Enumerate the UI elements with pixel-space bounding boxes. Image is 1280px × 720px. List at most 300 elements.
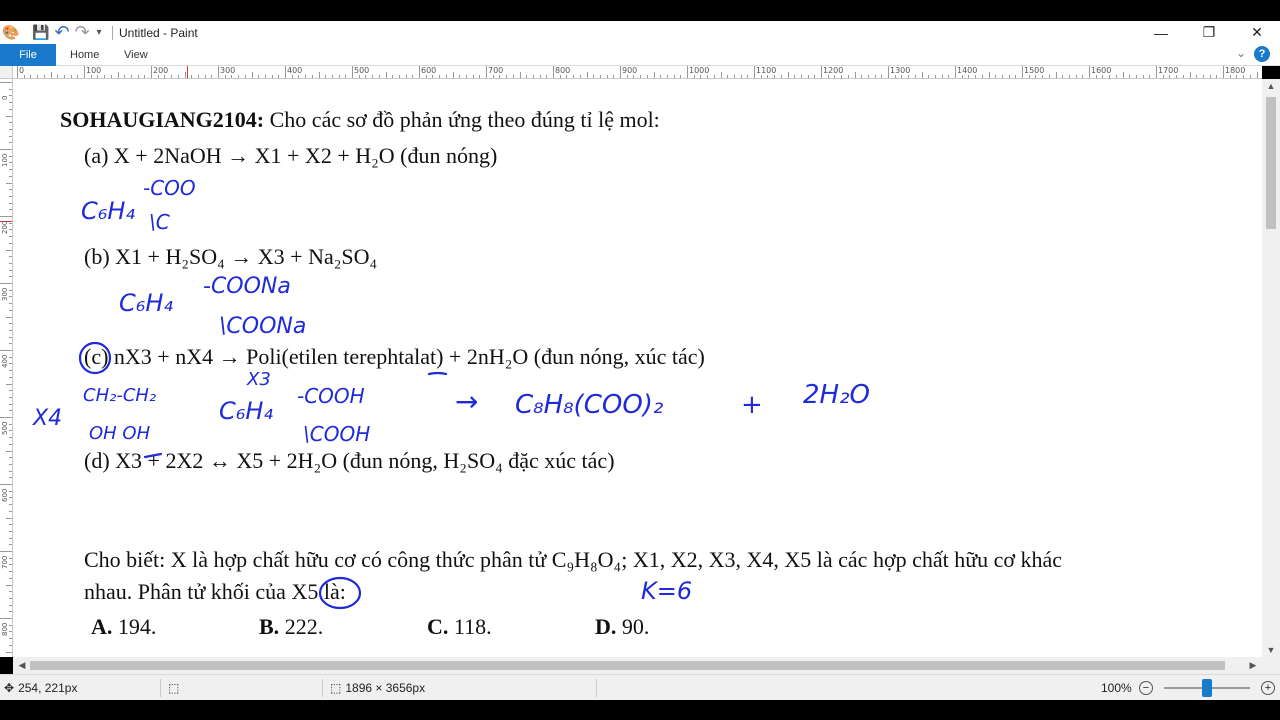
ink-a-group2: \C [149, 210, 170, 234]
ruler-major-tick [620, 66, 621, 78]
scroll-right-icon[interactable]: ▶ [1249, 660, 1257, 670]
ruler-label: 900 [622, 66, 638, 75]
option-letter: B. [259, 614, 280, 639]
ruler-minor-tick [272, 75, 273, 78]
reaction-a: (a) X + 2NaOH → X1 + X2 + H₂O (đun nóng) [84, 143, 498, 168]
ruler-minor-tick [6, 317, 12, 318]
ruler-label: 800 [1, 622, 9, 636]
ruler-minor-tick [9, 625, 12, 626]
ruler-minor-tick [412, 75, 413, 78]
ruler-minor-tick [9, 276, 12, 277]
redo-icon[interactable]: ↷ [74, 22, 90, 42]
ruler-minor-tick [6, 451, 12, 452]
ruler-major-tick [352, 66, 353, 78]
ruler-minor-tick [9, 129, 12, 130]
ruler-label: 300 [220, 66, 236, 75]
canvas-size [330, 675, 425, 701]
ruler-label: 1800 [1225, 66, 1246, 75]
zoom-out-icon[interactable]: − [1139, 681, 1153, 695]
ruler-minor-tick [6, 384, 12, 385]
drawing-canvas[interactable] [13, 79, 1262, 657]
ink-b-formula: C₆H₄ [119, 289, 174, 317]
ruler-label: 1400 [957, 66, 978, 75]
ruler-minor-tick [9, 176, 12, 177]
ruler-minor-tick [399, 75, 400, 78]
ruler-minor-tick [721, 72, 722, 78]
ruler-minor-tick [1123, 72, 1124, 78]
zoom-level: 100% [1101, 681, 1132, 695]
ruler-minor-tick [124, 75, 125, 78]
ruler-minor-tick [9, 310, 12, 311]
ruler-label: 500 [354, 66, 370, 75]
ink-k-value: K=6 [641, 577, 693, 605]
ruler-major-tick [0, 484, 12, 485]
ink-a-formula: C₆H₄ [81, 197, 136, 225]
ruler-minor-tick [37, 75, 38, 78]
ruler-label: 1600 [1091, 66, 1112, 75]
ruler-major-tick [0, 149, 12, 150]
ruler-minor-tick [667, 75, 668, 78]
ruler-minor-tick [9, 571, 12, 572]
ruler-major-tick [1089, 66, 1090, 78]
ruler-minor-tick [319, 72, 320, 78]
ruler-minor-tick [1196, 75, 1197, 78]
ruler-minor-tick [171, 75, 172, 78]
horizontal-scroll-thumb[interactable] [30, 661, 1225, 670]
question-id: SOHAUGIANG2104: [60, 107, 265, 132]
ruler-minor-tick [9, 605, 12, 606]
ink-underline-terephtal [429, 373, 446, 374]
ruler-minor-tick [372, 75, 373, 78]
ruler-minor-tick [855, 72, 856, 78]
ruler-minor-tick [493, 75, 494, 78]
ruler-major-tick [17, 66, 18, 78]
tab-file[interactable]: File [0, 44, 56, 66]
ruler-minor-tick [801, 75, 802, 78]
ruler-minor-tick [9, 256, 12, 257]
ruler-minor-tick [700, 75, 701, 78]
ruler-minor-tick [1049, 75, 1050, 78]
status-bar [0, 674, 1280, 700]
option-letter: C. [427, 614, 449, 639]
ruler-minor-tick [767, 75, 768, 78]
ruler-minor-tick [1096, 75, 1097, 78]
ruler-major-tick [0, 551, 12, 552]
ruler-minor-tick [205, 75, 206, 78]
ruler-minor-tick [674, 75, 675, 78]
ink-c-water: 2H₂O [803, 380, 870, 410]
ruler-minor-tick [9, 491, 12, 492]
ruler-minor-tick [9, 223, 12, 224]
ruler-minor-tick [841, 75, 842, 78]
ruler-minor-tick [265, 75, 266, 78]
ruler-minor-tick [513, 75, 514, 78]
ruler-major-tick [419, 66, 420, 78]
ruler-minor-tick [245, 75, 246, 78]
ruler-minor-tick [607, 75, 608, 78]
title-bar [0, 21, 1280, 44]
ruler-minor-tick [761, 75, 762, 78]
ruler-minor-tick [1129, 75, 1130, 78]
undo-icon[interactable]: ↶ [54, 22, 70, 42]
ruler-minor-tick [9, 397, 12, 398]
ruler-minor-tick [9, 156, 12, 157]
ruler-minor-tick [77, 75, 78, 78]
ruler-major-tick [553, 66, 554, 78]
ruler-minor-tick [9, 109, 12, 110]
ruler-minor-tick [278, 75, 279, 78]
ruler-minor-tick [9, 337, 12, 338]
ruler-major-tick [0, 350, 12, 351]
ruler-label: 0 [19, 66, 25, 75]
ruler-minor-tick [332, 75, 333, 78]
ruler-minor-tick [727, 75, 728, 78]
ink-b-group2: \COONa [219, 314, 307, 339]
ruler-minor-tick [198, 75, 199, 78]
ruler-major-tick [1022, 66, 1023, 78]
ruler-minor-tick [292, 75, 293, 78]
ruler-minor-tick [995, 75, 996, 78]
ruler-minor-tick [9, 477, 12, 478]
zoom-out-button[interactable] [1139, 675, 1153, 701]
ruler-minor-tick [64, 75, 65, 78]
ruler-minor-tick [1136, 75, 1137, 78]
ruler-minor-tick [9, 243, 12, 244]
ink-b-group1: -COONa [203, 274, 291, 299]
ruler-minor-tick [9, 504, 12, 505]
ruler-minor-tick [6, 585, 12, 586]
ink-circle-x5 [320, 578, 360, 608]
paint-app-icon[interactable]: 🎨 [2, 24, 20, 40]
ruler-minor-tick [432, 75, 433, 78]
ruler-minor-tick [1109, 75, 1110, 78]
ruler-minor-tick [9, 142, 12, 143]
help-icon[interactable]: ? [1254, 46, 1270, 62]
ruler-minor-tick [633, 75, 634, 78]
ruler-minor-tick [6, 250, 12, 251]
ruler-minor-tick [1082, 75, 1083, 78]
ruler-label: 1500 [1024, 66, 1045, 75]
ink-c-x3: X3 [247, 369, 271, 390]
ruler-minor-tick [446, 75, 447, 78]
ruler-minor-tick [9, 497, 12, 498]
ruler-minor-tick [9, 229, 12, 230]
ruler-major-tick [218, 66, 219, 78]
ruler-minor-tick [9, 236, 12, 237]
ruler-minor-tick [365, 75, 366, 78]
ruler-minor-tick [499, 75, 500, 78]
ruler-minor-tick [1029, 75, 1030, 78]
ruler-minor-tick [788, 72, 789, 78]
ruler-major-tick [687, 66, 688, 78]
ruler-minor-tick [9, 544, 12, 545]
vertical-scrollbar[interactable] [1262, 79, 1280, 657]
ruler-minor-tick [989, 72, 990, 78]
ruler-minor-tick [1257, 72, 1258, 78]
ruler-minor-tick [566, 75, 567, 78]
ruler-minor-tick [982, 75, 983, 78]
ruler-label: 400 [1, 354, 9, 368]
window-controls [1138, 21, 1280, 44]
ruler-minor-tick [694, 75, 695, 78]
option-value: 194. [112, 614, 157, 639]
ruler-minor-tick [975, 75, 976, 78]
reaction-d: (d) X3 + 2X2 ↔ X5 + 2H₂O (đun nóng, H₂SO₄ đặc xúc tác) [84, 448, 615, 473]
ruler-minor-tick [714, 75, 715, 78]
scroll-left-icon[interactable]: ◀ [18, 660, 26, 670]
ruler-minor-tick [1203, 75, 1204, 78]
zoom-in-icon[interactable]: + [1261, 681, 1275, 695]
ruler-minor-tick [848, 75, 849, 78]
ruler-minor-tick [9, 270, 12, 271]
horizontal-ruler [13, 66, 1262, 79]
ruler-minor-tick [968, 75, 969, 78]
cursor-position-value: 254, 221px [18, 681, 78, 695]
ruler-minor-tick [9, 357, 12, 358]
ruler-minor-tick [526, 75, 527, 78]
ruler-minor-tick [1056, 72, 1057, 78]
window-title: Untitled - Paint [119, 25, 198, 40]
ruler-minor-tick [9, 203, 12, 204]
restore-button[interactable]: ❐ [1202, 24, 1216, 40]
ruler-major-tick [0, 216, 12, 217]
ruler-minor-tick [231, 75, 232, 78]
cursor-position [4, 675, 77, 701]
zoom-slider-thumb[interactable] [1202, 679, 1212, 697]
ruler-label: 1700 [1158, 66, 1179, 75]
ruler-minor-tick [593, 75, 594, 78]
ruler-label: 0 [1, 95, 9, 100]
ruler-minor-tick [9, 330, 12, 331]
ruler-minor-tick [238, 75, 239, 78]
ruler-minor-tick [881, 75, 882, 78]
ruler-minor-tick [466, 75, 467, 78]
ruler-minor-tick [747, 75, 748, 78]
horizontal-scrollbar[interactable] [13, 657, 1262, 674]
ruler-major-tick [0, 618, 12, 619]
scroll-up-icon[interactable]: ▲ [1266, 81, 1276, 91]
ruler-minor-tick [6, 183, 12, 184]
reaction-b: (b) X1 + H₂SO₄ → X3 + Na₂SO₄ [84, 244, 378, 269]
ink-c-oh: OH OH [89, 423, 151, 444]
vertical-scroll-thumb[interactable] [1266, 97, 1276, 229]
ruler-minor-tick [9, 611, 12, 612]
ruler-minor-tick [9, 404, 12, 405]
ruler-minor-tick [1102, 75, 1103, 78]
canvas-size-value: 1896 × 3656px [345, 681, 426, 695]
ruler-minor-tick [647, 75, 648, 78]
ruler-minor-tick [9, 377, 12, 378]
ruler-minor-tick [573, 75, 574, 78]
option-letter: D. [595, 614, 617, 639]
ruler-minor-tick [962, 75, 963, 78]
ruler-minor-tick [1210, 75, 1211, 78]
ruler-minor-tick [325, 75, 326, 78]
ink-c-group1: -COOH [297, 384, 365, 408]
ruler-major-tick [754, 66, 755, 78]
ruler-minor-tick [225, 75, 226, 78]
ruler-minor-tick [91, 75, 92, 78]
ruler-minor-tick [948, 75, 949, 78]
ruler-minor-tick [339, 75, 340, 78]
ruler-minor-tick [51, 72, 52, 78]
ruler-label: 700 [488, 66, 504, 75]
ruler-minor-tick [258, 75, 259, 78]
ruler-minor-tick [520, 72, 521, 78]
ruler-label: 1300 [890, 66, 911, 75]
ruler-minor-tick [794, 75, 795, 78]
tab-home[interactable]: Home [70, 49, 100, 61]
minimize-button[interactable]: — [1154, 24, 1168, 41]
ruler-minor-tick [178, 75, 179, 78]
ruler-minor-tick [191, 75, 192, 78]
ruler-minor-tick [1190, 72, 1191, 78]
scrollbar-corner [1262, 657, 1280, 674]
canvas-size-icon: ⬚ [330, 681, 342, 695]
status-separator [596, 679, 597, 697]
option-value: 222. [279, 614, 324, 639]
ruler-minor-tick [9, 370, 12, 371]
save-icon[interactable]: 💾 [32, 24, 50, 40]
ink-c-x4-label: X4 [33, 406, 63, 431]
ruler-minor-tick [185, 72, 186, 78]
given-info-line-1: Cho biết: X là hợp chất hữu cơ có công thức phân tử C₉H₈O₄; X1, X2, X3, X4, X5 là các hợp chất hữu cơ khác [84, 547, 1063, 572]
ruler-minor-tick [111, 75, 112, 78]
ruler-minor-tick [928, 75, 929, 78]
ruler-minor-tick [1169, 75, 1170, 78]
customize-toolbar-icon[interactable]: ▾ [96, 27, 102, 38]
ruler-minor-tick [9, 471, 12, 472]
ruler-major-tick [1223, 66, 1224, 78]
horizontal-ruler-cursor-marker [187, 66, 188, 79]
ruler-minor-tick [861, 75, 862, 78]
ruler-minor-tick [9, 102, 12, 103]
ruler-minor-tick [9, 303, 12, 304]
ruler-minor-tick [6, 518, 12, 519]
ruler-minor-tick [9, 531, 12, 532]
ruler-minor-tick [741, 75, 742, 78]
ruler-minor-tick [9, 430, 12, 431]
ruler-major-tick [1156, 66, 1157, 78]
ruler-minor-tick [9, 209, 12, 210]
ruler-minor-tick [680, 75, 681, 78]
ruler-minor-tick [1149, 75, 1150, 78]
ruler-minor-tick [9, 558, 12, 559]
ruler-minor-tick [1250, 75, 1251, 78]
ruler-minor-tick [1143, 75, 1144, 78]
scroll-down-icon[interactable]: ▼ [1266, 645, 1276, 655]
ruler-minor-tick [9, 196, 12, 197]
collapse-ribbon-icon[interactable]: ⌄ [1235, 46, 1246, 60]
ruler-minor-tick [9, 89, 12, 90]
ruler-minor-tick [546, 75, 547, 78]
ruler-label: 100 [86, 66, 102, 75]
ruler-label: 1200 [823, 66, 844, 75]
ruler-minor-tick [138, 75, 139, 78]
ruler-major-tick [285, 66, 286, 78]
ruler-minor-tick [9, 645, 12, 646]
ruler-minor-tick [1015, 75, 1016, 78]
move-cursor-icon: ✥ [4, 681, 15, 695]
ruler-minor-tick [57, 75, 58, 78]
vertical-ruler [0, 79, 13, 657]
ruler-minor-tick [580, 75, 581, 78]
ruler-minor-tick [1243, 75, 1244, 78]
ruler-label: 1000 [689, 66, 710, 75]
ruler-label: 1100 [756, 66, 777, 75]
tab-view[interactable]: View [124, 49, 148, 61]
ruler-minor-tick [131, 75, 132, 78]
ruler-minor-tick [660, 75, 661, 78]
ruler-minor-tick [9, 424, 12, 425]
ruler-minor-tick [6, 116, 12, 117]
ruler-corner [0, 66, 13, 79]
ruler-minor-tick [814, 75, 815, 78]
ruler-label: 200 [153, 66, 169, 75]
ruler-minor-tick [506, 75, 507, 78]
ruler-minor-tick [9, 444, 12, 445]
ruler-minor-tick [9, 169, 12, 170]
ruler-minor-tick [104, 75, 105, 78]
ruler-minor-tick [1062, 75, 1063, 78]
ruler-minor-tick [9, 410, 12, 411]
ruler-label: 200 [1, 220, 9, 234]
ruler-minor-tick [118, 72, 119, 78]
ruler-minor-tick [9, 511, 12, 512]
ruler-minor-tick [9, 290, 12, 291]
ruler-minor-tick [473, 75, 474, 78]
ruler-minor-tick [828, 75, 829, 78]
ruler-minor-tick [379, 75, 380, 78]
ruler-minor-tick [9, 578, 12, 579]
close-button[interactable]: ✕ [1251, 24, 1263, 40]
ruler-major-tick [0, 283, 12, 284]
ruler-minor-tick [587, 72, 588, 78]
ruler-label: 700 [1, 555, 9, 569]
ruler-label: 600 [421, 66, 437, 75]
ruler-minor-tick [922, 72, 923, 78]
ruler-minor-tick [1042, 75, 1043, 78]
ruler-minor-tick [1176, 75, 1177, 78]
ruler-minor-tick [158, 75, 159, 78]
ruler-minor-tick [9, 390, 12, 391]
ruler-minor-tick [30, 75, 31, 78]
ruler-minor-tick [298, 75, 299, 78]
ruler-label: 600 [1, 488, 9, 502]
ruler-minor-tick [9, 95, 12, 96]
ruler-label: 400 [287, 66, 303, 75]
ruler-minor-tick [9, 631, 12, 632]
ruler-minor-tick [9, 591, 12, 592]
ruler-minor-tick [1009, 75, 1010, 78]
ruler-minor-tick [707, 75, 708, 78]
ruler-minor-tick [144, 75, 145, 78]
ribbon-tabs [0, 44, 1280, 66]
ruler-minor-tick [875, 75, 876, 78]
ruler-minor-tick [654, 72, 655, 78]
ruler-minor-tick [1116, 75, 1117, 78]
zoom-in-button[interactable] [1261, 675, 1275, 701]
ruler-minor-tick [9, 598, 12, 599]
ruler-minor-tick [540, 75, 541, 78]
ruler-minor-tick [915, 75, 916, 78]
ruler-minor-tick [9, 564, 12, 565]
ruler-major-tick [0, 417, 12, 418]
ruler-minor-tick [600, 75, 601, 78]
question-intro: Cho các sơ đồ phản ứng theo đúng tỉ lệ mol: [264, 107, 660, 132]
ink-c-plus: + [741, 390, 763, 420]
ruler-major-tick [84, 66, 85, 78]
